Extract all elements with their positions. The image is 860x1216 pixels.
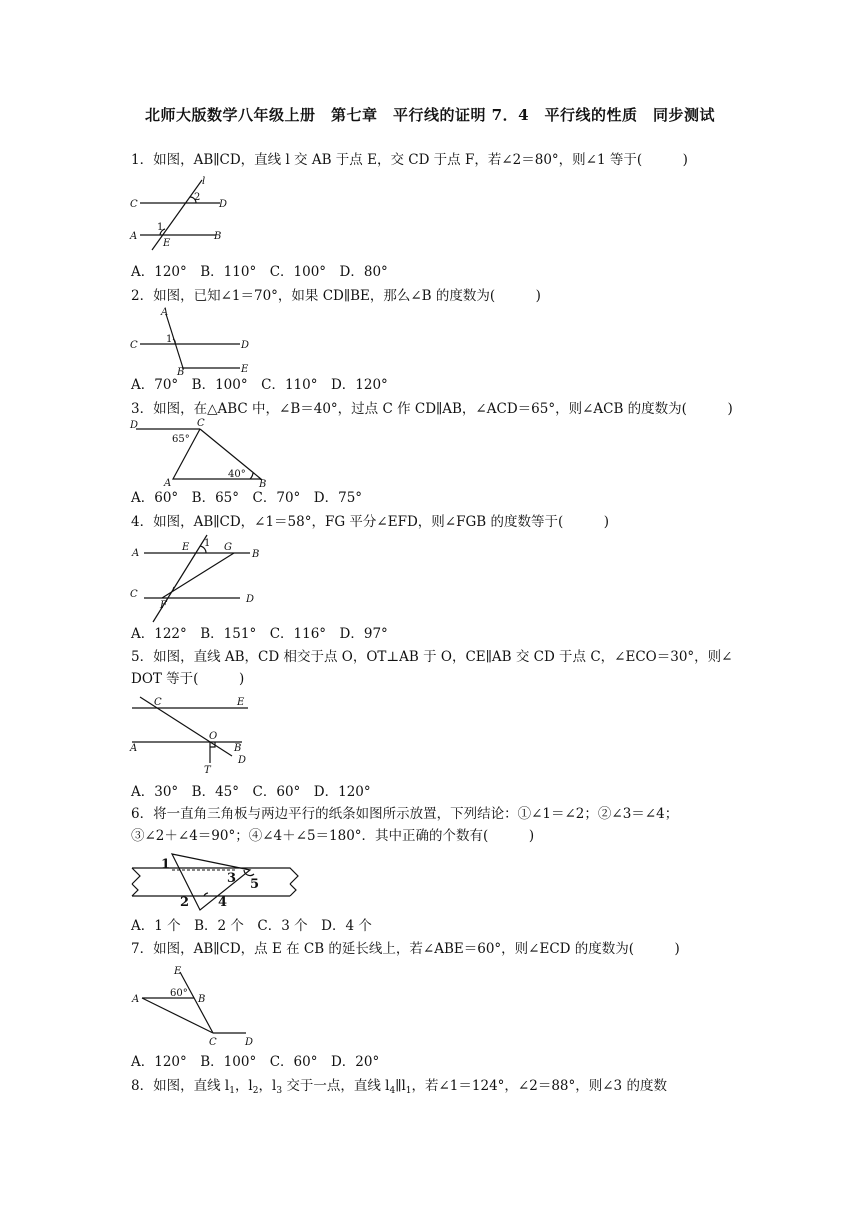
q5-stem-line2: DOT 等于( ): [131, 671, 245, 687]
q4-label-e: E: [182, 542, 190, 553]
q2-stem: 2．如图，已知∠1＝70°，如果 CD∥BE，那么∠B 的度数为( ): [131, 288, 541, 304]
q6-stem-line1: 6．将一直角三角板与两边平行的纸条如图所示放置，下列结论：①∠1＝∠2；②∠3＝∠4；: [131, 806, 679, 822]
q6-label-4: 4: [218, 895, 228, 910]
q4-label-1: 1: [204, 538, 211, 549]
q1-label-l: l: [202, 176, 206, 187]
q1-stem: 1．如图，AB∥CD，直线 l 交 AB 于点 E，交 CD 于点 F，若∠2＝80°，则∠1 等于( ): [131, 152, 688, 168]
q1-label-1: 1: [157, 222, 164, 233]
q8-part: 8．如图，直线 l: [131, 1078, 230, 1094]
q4-label-a: A: [132, 548, 140, 559]
q8-sub: 4: [389, 1086, 396, 1096]
q8-stem: [131, 1076, 667, 1101]
q6-strip-left-break-2: [132, 884, 138, 896]
q8-sub: 1: [229, 1086, 235, 1096]
q8-part: 交于一点，直线 l: [282, 1078, 390, 1094]
q1-label-d: D: [219, 199, 228, 210]
q2-label-a: A: [161, 307, 169, 318]
q7-stem: 7．如图，AB∥CD，点 E 在 CB 的延长线上，若∠ABE＝60°，则∠ECD 的度数为( ): [131, 941, 680, 957]
q6-label-5: 5: [250, 877, 260, 892]
q5-label-d: D: [238, 755, 247, 766]
q6-label-1: 1: [161, 857, 171, 872]
q5-label-c: C: [154, 697, 162, 708]
q8-part: ，l: [234, 1078, 253, 1094]
q3-label-b: B: [259, 479, 267, 488]
q7-label-e: E: [174, 966, 182, 977]
q1-line-l: [152, 180, 202, 250]
q6-label-2: 2: [180, 895, 190, 910]
q5-options: A．30° B．45° C．60° D．120°: [131, 784, 371, 800]
q5-figure: [128, 693, 258, 775]
q7-label-60: 60°: [170, 988, 188, 999]
q2-label-c: C: [130, 340, 138, 351]
q5-label-t: T: [204, 765, 211, 775]
q5-stem-line1: 5．如图，直线 AB，CD 相交于点 O，OT⊥AB 于 O，CE∥AB 交 CD 于点 C，∠ECO＝30°，则∠: [131, 649, 733, 665]
q8-part: ，若∠1＝124°，∠2＝88°，则∠3 的度数: [411, 1078, 667, 1094]
q1-label-a: A: [130, 231, 138, 242]
q4-label-g: G: [224, 542, 232, 553]
q2-label-e: E: [241, 364, 249, 375]
q6-strip-left-break: [132, 868, 140, 884]
q8-sub: 2: [252, 1086, 259, 1096]
q4-label-b: B: [252, 549, 260, 560]
q1-label-2: 2: [194, 192, 201, 203]
q7-figure: [128, 962, 258, 1048]
q5-label-o: O: [209, 731, 218, 742]
q2-figure: [128, 304, 258, 376]
page-title: 北师大版数学八年级上册 第七章 平行线的证明 7．4 平行线的性质 同步测试: [144, 106, 716, 124]
q1-options: A．120° B．110° C．100° D．80°: [131, 264, 388, 280]
q8-part: ∥l: [395, 1078, 406, 1094]
q8-sub: 1: [405, 1086, 412, 1096]
q7-label-a: A: [132, 994, 140, 1005]
q1-label-e: E: [163, 238, 171, 249]
q3-figure: [128, 416, 278, 488]
q3-stem: 3．如图，在△ABC 中，∠B＝40°，过点 C 作 CD∥AB，∠ACD＝65°，则∠ACB 的度数为( ): [131, 401, 733, 417]
q4-label-c: C: [130, 589, 138, 600]
q3-label-40: 40°: [228, 469, 246, 480]
q6-stem-line2: ③∠2＋∠4＝90°；④∠4＋∠5＝180°．其中正确的个数有( ): [131, 828, 535, 844]
q4-stem: 4．如图，AB∥CD，∠1＝58°，FG 平分∠EFD，则∠FGB 的度数等于( ): [131, 514, 609, 530]
q1-label-c: C: [130, 199, 138, 210]
q3-options: A．60° B．65° C．70° D．75°: [131, 490, 363, 506]
q7-label-b: B: [198, 994, 206, 1005]
q2-label-d: D: [241, 340, 250, 351]
q7-label-d: D: [245, 1037, 254, 1048]
q3-label-c: C: [197, 418, 205, 429]
q5-label-e: E: [237, 697, 245, 708]
q6-strip-right-break: [290, 884, 296, 896]
q2-label-b: B: [177, 367, 185, 376]
q3-angle-b-arc: [250, 473, 253, 479]
q6-figure: [128, 848, 308, 912]
q4-line-fg: [162, 553, 234, 598]
q7-options: A．120° B．100° C．60° D．20°: [131, 1054, 380, 1070]
q6-label-3: 3: [227, 871, 237, 886]
q2-label-1: 1: [166, 334, 173, 345]
q6-options: A．1 个 B．2 个 C．3 个 D．4 个: [131, 918, 372, 934]
q3-label-65: 65°: [172, 434, 190, 445]
q3-label-d: D: [130, 420, 139, 431]
q8-part: ，l: [258, 1078, 277, 1094]
q8-sub: 3: [276, 1086, 283, 1096]
q3-label-a: A: [164, 478, 172, 488]
q5-label-a: A: [130, 743, 138, 754]
q4-label-d: D: [246, 594, 255, 605]
q2-options: A．70° B．100° C．110° D．120°: [131, 377, 388, 393]
q7-label-c: C: [209, 1037, 217, 1048]
q1-figure: [128, 172, 238, 252]
q7-line-ec: [180, 972, 213, 1033]
q4-label-f: F: [160, 600, 167, 611]
q5-label-b: B: [234, 743, 242, 754]
q4-options: A．122° B．151° C．116° D．97°: [131, 626, 388, 642]
q4-figure: [128, 532, 268, 624]
q1-label-b: B: [214, 231, 222, 242]
